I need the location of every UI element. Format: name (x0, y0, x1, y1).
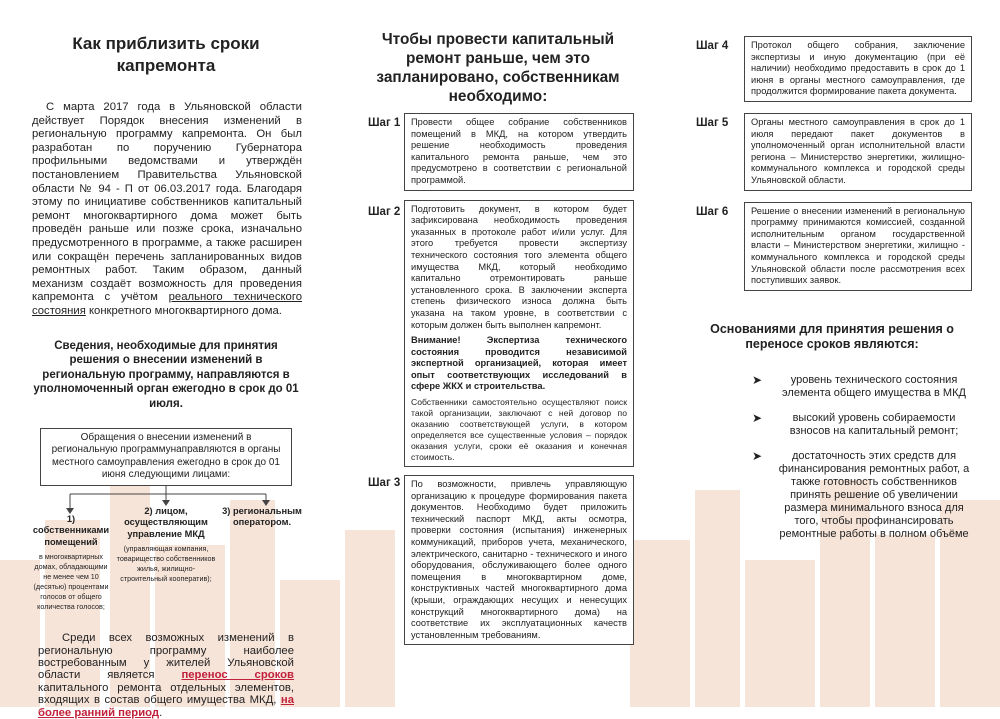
step-3 (362, 475, 634, 645)
branch-regional-operator: 3) региональным оператором. (222, 506, 302, 528)
arrow-icon: ➤ (752, 448, 763, 463)
branch-management: 2) лицом, осуществляющим управление МКД (управляющая компания, товарищество собственников жилья, жилищно-строительный кооператив); (116, 506, 216, 583)
step-5-box: Органы местного самоуправления в срок до 1 июля передают пакет документов в уполномоченный орган исполнительной власти региона – Министерство энергетики, жилищно-коммунального комплекса и городской среды Ульяновской области. (744, 113, 972, 191)
list-item: ➤ достаточность этих средств для финансирования ремонтных работ, а также готовность собственников принять решение об увеличении размера минимального взноса для того, чтобы профинансировать ремонтные работы в полном объёме (752, 448, 970, 540)
step-1-label: Шаг 1 (368, 117, 401, 129)
step-4-box: Протокол общего собрания, заключение экспертизы и иную документацию (при её наличии) необходимо предоставить в срок до 1 июня в органы местного самоуправления, где продолжится формирование пакета документа. (744, 36, 972, 102)
step-6-box: Решение о внесении изменений в региональную программу принимаются комиссией, созданной исполнительным органом государственной власти – Министерством энергетики, жилищно - коммунального комплекса и городской среды Ульяновской области после рассмотрения всех поступивших заявок. (744, 202, 972, 291)
step-2-box: Подготовить документ, в котором будет зафиксирована необходимость проведения указанных в протоколе работ и/или услуг. Для этого требуется провести экспертизу технического состояния того элемента общего имущества МКД, который необходимо капитально отремонтировать раньше установленного срока. В заключении эксперта степень физического износа должна быть указана на таком уровне, в соответствии с которым должен быть выполнен капремонт. Внимание! Экспертиза технического состояния проводится независимой экспертной организацией, которая имеет опыт соответствующих исследований в сфере ЖКХ и строительства. Собственники самостоятельно осуществляют поиск такой организации, заключают с ней договор по оказанию соответствующей услуги, в котором определяется все существенные условия – порядок оказания услуги, сроки её оказания и конечная стоимость. (404, 200, 634, 468)
intro-paragraph: С марта 2017 года в Ульяновской области действует Порядок внесения изменений в региональную программу капремонта. Он был разработан по поручению Губернатора профильными ведомствами и утверждён постановлением Правительства Ульяновской области № 94 - П от 06.03.2017 года. Благодаря этому по инициативе собственников капитальный ремонт многоквартирного дома может быть проведён раньше или позже срока, изначально предусмотренного в программе, а также расширен или сокращён перечень запланированных видов ремонтных работ. Таким образом, данный механизм создаёт возможность для проведения капремонта с учётом реального технического состояния конкретного многоквартирного дома. (32, 101, 302, 317)
branch-owners: 1) собственниками помещений в многоквартирных домах, обладающими не менее чем 10 (десятью) процентами голосов от общего количества голосов; (32, 514, 110, 611)
step-2-label: Шаг 2 (368, 205, 401, 218)
appeal-box: Обращения о внесении изменений в региональную программунаправляются в органы местного самоуправления ежегодно в срок до 01 июня следующими лицами: (40, 428, 292, 486)
highlight-date-transfer: перенос сроков (181, 669, 294, 682)
left-column (30, 30, 302, 719)
step-2 (362, 200, 634, 468)
step-5 (692, 113, 972, 191)
step-4 (692, 36, 972, 102)
list-item: ➤ высокий уровень собираемости взносов на капитальный ремонт; (752, 410, 959, 437)
step-5-label: Шаг 5 (696, 116, 729, 129)
right-column (692, 30, 972, 553)
middle-title: Чтобы провести капитальный ремонт раньше, чем это запланировано, собственникам необходимо: (376, 31, 620, 105)
step-1-box: Провести общее собрание собственников помещений в МКД, на котором утвердить решение необходимость проведения капитального ремонта раньше, чем это предусмотрено в соответствии с региональной программой. (404, 113, 634, 191)
step-4-label: Шаг 4 (696, 40, 729, 52)
arrow-icon: ➤ (752, 410, 763, 425)
intro-link-text: реального технического состояния (32, 291, 302, 317)
conclusion-paragraph: Среди всех возможных изменений в региональную программу наиболее востребованным у жителей Ульяновской области является перенос сроков капитального ремонта отдельных элементов, входящих в состав общего имущества МКД, на более ранний период. (38, 632, 294, 719)
grounds-list (752, 374, 972, 541)
step-6 (692, 202, 972, 291)
appeal-branches (30, 486, 302, 622)
step-1 (362, 113, 634, 191)
highlight-earlier-period: на более ранний период (38, 694, 294, 719)
list-item: ➤ уровень технического состояния элемента общего имущества в МКД (752, 372, 966, 399)
step-2-warning: Внимание! Экспертиза технического состояния проводится независимой экспертной организацией, которая имеет опыт соответствующих исследований в сфере ЖКХ и строительства. (411, 335, 627, 392)
left-title: Как приблизить сроки капремонта (72, 34, 260, 75)
middle-column (362, 30, 634, 645)
step-3-label: Шаг 3 (368, 477, 401, 490)
grounds-title: Основаниями для принятия решения о переносе сроков являются: (710, 321, 954, 351)
arrow-icon: ➤ (752, 372, 763, 387)
step-6-label: Шаг 6 (696, 205, 729, 218)
deadline-subtitle: Сведения, необходимые для принятия решения о внесении изменений в региональную программу, направляются в уполномоченный орган ежегодно в срок до 01 июля. (33, 339, 299, 410)
step-3-box: По возможности, привлечь управляющую организацию к процедуре формирования пакета документов. Необходимо будет приложить технический паспорт МКД, акты осмотра, проверки состояния (испытания) инженерных коммуникаций, приборов учета, механического, электрического, санитарно - технического и иного оборудования, обслуживающего более одного помещения в многоквартирном доме, конструктивных частей многоквартирного дома (крыши, ограждающих несущих и ненесущих конструкций многоквартирного дома) на соответствие их эксплуатационных качеств установленным требованиям. (404, 475, 634, 645)
